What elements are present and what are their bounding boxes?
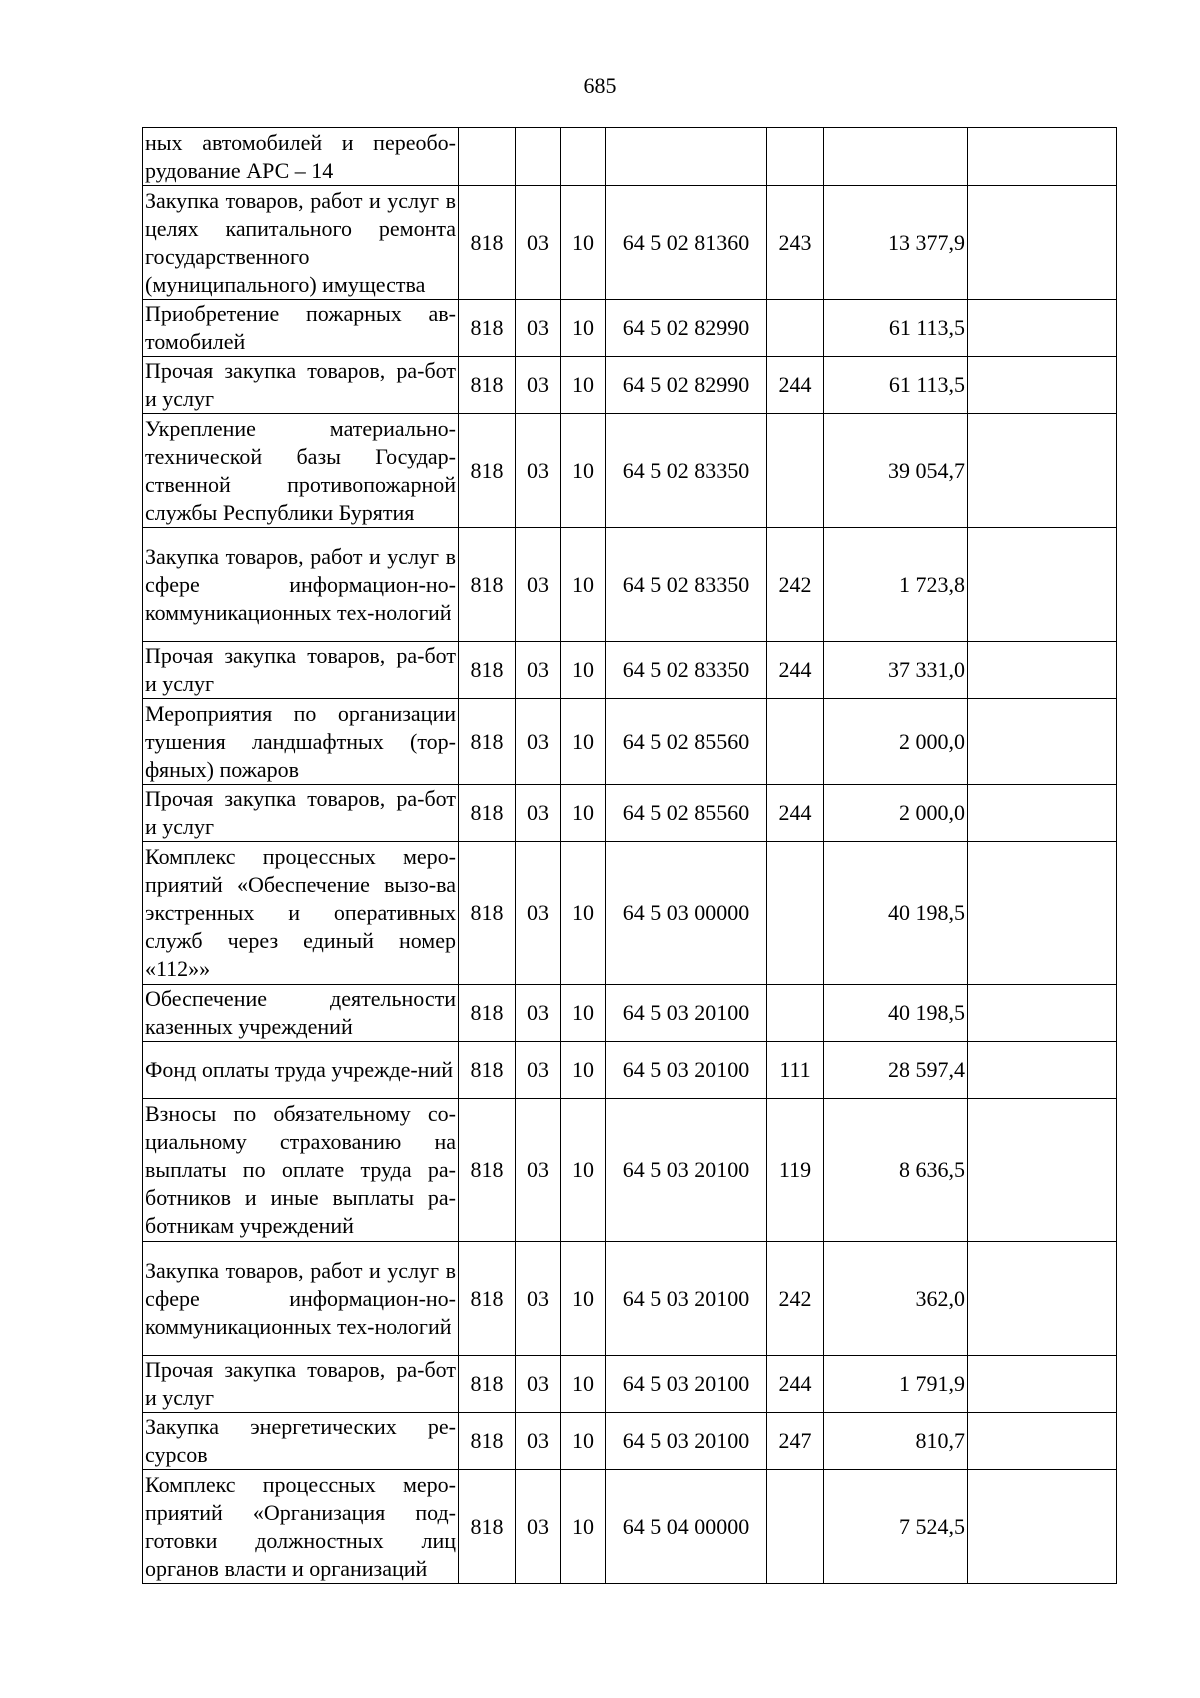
cell-extra	[968, 357, 1117, 414]
cell-name: Закупка товаров, работ и услуг в сфере информацион-но-коммуникационных тех-нологий	[143, 1242, 459, 1356]
cell-amount: 37 331,0	[824, 642, 968, 699]
cell-expense-type: 247	[767, 1413, 824, 1470]
cell-name: Прочая закупка товаров, ра-бот и услуг	[143, 642, 459, 699]
cell-extra	[968, 985, 1117, 1042]
cell-grbs-code: 818	[459, 785, 516, 842]
cell-extra	[968, 699, 1117, 785]
cell-section-code: 03	[516, 842, 561, 985]
cell-grbs-code: 818	[459, 642, 516, 699]
cell-expense-type	[767, 699, 824, 785]
cell-target-article: 64 5 03 20100	[606, 1099, 767, 1242]
cell-amount: 2 000,0	[824, 785, 968, 842]
cell-amount: 28 597,4	[824, 1042, 968, 1099]
cell-name: Прочая закупка товаров, ра-бот и услуг	[143, 1356, 459, 1413]
cell-expense-type	[767, 128, 824, 186]
cell-grbs-code: 818	[459, 414, 516, 528]
cell-section-code: 03	[516, 985, 561, 1042]
table-row	[143, 1470, 1117, 1584]
table-row	[143, 699, 1117, 785]
cell-target-article: 64 5 02 83350	[606, 528, 767, 642]
budget-table	[142, 127, 1117, 1584]
cell-target-article: 64 5 02 83350	[606, 642, 767, 699]
cell-extra	[968, 1099, 1117, 1242]
cell-subsection-code: 10	[561, 1042, 606, 1099]
cell-subsection-code: 10	[561, 985, 606, 1042]
cell-subsection-code	[561, 128, 606, 186]
cell-name: Комплекс процессных меро-приятий «Организация под-готовки должностных лиц органов власти и организаций	[143, 1470, 459, 1584]
table-row	[143, 985, 1117, 1042]
cell-subsection-code: 10	[561, 785, 606, 842]
cell-target-article	[606, 128, 767, 186]
cell-name: Комплекс процессных меро-приятий «Обеспечение вызо-ва экстренных и оперативных служб через единый номер «112»»	[143, 842, 459, 985]
cell-section-code: 03	[516, 1042, 561, 1099]
cell-grbs-code	[459, 128, 516, 186]
cell-grbs-code: 818	[459, 300, 516, 357]
page-number: 685	[583, 73, 617, 98]
cell-expense-type: 243	[767, 186, 824, 300]
table-row	[143, 128, 1117, 186]
table-row	[143, 357, 1117, 414]
cell-amount: 7 524,5	[824, 1470, 968, 1584]
budget-table-body	[143, 128, 1117, 1584]
cell-section-code: 03	[516, 1099, 561, 1242]
cell-grbs-code: 818	[459, 1242, 516, 1356]
cell-extra	[968, 414, 1117, 528]
cell-target-article: 64 5 02 82990	[606, 357, 767, 414]
cell-grbs-code: 818	[459, 186, 516, 300]
cell-subsection-code: 10	[561, 1470, 606, 1584]
cell-expense-type: 244	[767, 357, 824, 414]
cell-expense-type	[767, 1470, 824, 1584]
table-row	[143, 1042, 1117, 1099]
cell-extra	[968, 1470, 1117, 1584]
table-row	[143, 642, 1117, 699]
cell-amount: 810,7	[824, 1413, 968, 1470]
cell-section-code: 03	[516, 699, 561, 785]
cell-amount	[824, 128, 968, 186]
cell-target-article: 64 5 03 20100	[606, 1356, 767, 1413]
cell-expense-type	[767, 414, 824, 528]
cell-section-code: 03	[516, 1413, 561, 1470]
cell-amount: 61 113,5	[824, 357, 968, 414]
cell-amount: 39 054,7	[824, 414, 968, 528]
table-row	[143, 300, 1117, 357]
cell-grbs-code: 818	[459, 1099, 516, 1242]
table-row	[143, 1099, 1117, 1242]
cell-target-article: 64 5 03 20100	[606, 1242, 767, 1356]
cell-subsection-code: 10	[561, 357, 606, 414]
cell-target-article: 64 5 03 20100	[606, 985, 767, 1042]
cell-grbs-code: 818	[459, 1470, 516, 1584]
cell-grbs-code: 818	[459, 1356, 516, 1413]
cell-extra	[968, 1042, 1117, 1099]
cell-subsection-code: 10	[561, 642, 606, 699]
cell-target-article: 64 5 02 83350	[606, 414, 767, 528]
cell-extra	[968, 128, 1117, 186]
cell-name: Прочая закупка товаров, ра-бот и услуг	[143, 785, 459, 842]
cell-extra	[968, 842, 1117, 985]
cell-amount: 362,0	[824, 1242, 968, 1356]
cell-amount: 8 636,5	[824, 1099, 968, 1242]
cell-target-article: 64 5 04 00000	[606, 1470, 767, 1584]
cell-name: Мероприятия по организации тушения ландшафтных (тор-фяных) пожаров	[143, 699, 459, 785]
cell-section-code: 03	[516, 642, 561, 699]
cell-name: Прочая закупка товаров, ра-бот и услуг	[143, 357, 459, 414]
table-row	[143, 1356, 1117, 1413]
cell-amount: 1 723,8	[824, 528, 968, 642]
cell-extra	[968, 785, 1117, 842]
cell-expense-type: 242	[767, 528, 824, 642]
cell-section-code: 03	[516, 1470, 561, 1584]
cell-expense-type	[767, 985, 824, 1042]
cell-expense-type: 244	[767, 1356, 824, 1413]
cell-grbs-code: 818	[459, 357, 516, 414]
cell-section-code	[516, 128, 561, 186]
cell-amount: 2 000,0	[824, 699, 968, 785]
cell-subsection-code: 10	[561, 1099, 606, 1242]
cell-grbs-code: 818	[459, 842, 516, 985]
table-row	[143, 842, 1117, 985]
table-row	[143, 785, 1117, 842]
cell-name: Фонд оплаты труда учрежде-ний	[143, 1042, 459, 1099]
cell-section-code: 03	[516, 528, 561, 642]
table-row	[143, 186, 1117, 300]
cell-extra	[968, 300, 1117, 357]
cell-subsection-code: 10	[561, 1242, 606, 1356]
cell-section-code: 03	[516, 414, 561, 528]
cell-name: Укрепление материально-технической базы Государ-ственной противопожарной службы Республики Бурятия	[143, 414, 459, 528]
cell-extra	[968, 1413, 1117, 1470]
cell-name: Закупка товаров, работ и услуг в целях капитального ремонта государственного (муниципального) имущества	[143, 186, 459, 300]
cell-expense-type: 119	[767, 1099, 824, 1242]
cell-subsection-code: 10	[561, 186, 606, 300]
cell-target-article: 64 5 02 82990	[606, 300, 767, 357]
cell-target-article: 64 5 02 81360	[606, 186, 767, 300]
cell-subsection-code: 10	[561, 528, 606, 642]
cell-section-code: 03	[516, 1356, 561, 1413]
cell-extra	[968, 1356, 1117, 1413]
cell-extra	[968, 186, 1117, 300]
cell-target-article: 64 5 03 20100	[606, 1413, 767, 1470]
cell-grbs-code: 818	[459, 1042, 516, 1099]
cell-name: Взносы по обязательному со-циальному страхованию на выплаты по оплате труда ра-ботников и иные выплаты ра-ботникам учреждений	[143, 1099, 459, 1242]
table-row	[143, 1242, 1117, 1356]
cell-amount: 13 377,9	[824, 186, 968, 300]
cell-target-article: 64 5 03 00000	[606, 842, 767, 985]
cell-grbs-code: 818	[459, 985, 516, 1042]
cell-extra	[968, 642, 1117, 699]
cell-name: ных автомобилей и переобо-рудование АРС – 14	[143, 128, 459, 186]
cell-amount: 61 113,5	[824, 300, 968, 357]
cell-subsection-code: 10	[561, 842, 606, 985]
cell-subsection-code: 10	[561, 699, 606, 785]
cell-section-code: 03	[516, 357, 561, 414]
cell-section-code: 03	[516, 785, 561, 842]
cell-target-article: 64 5 02 85560	[606, 785, 767, 842]
cell-subsection-code: 10	[561, 300, 606, 357]
cell-name: Обеспечение деятельности казенных учреждений	[143, 985, 459, 1042]
cell-extra	[968, 1242, 1117, 1356]
cell-section-code: 03	[516, 1242, 561, 1356]
cell-subsection-code: 10	[561, 414, 606, 528]
cell-grbs-code: 818	[459, 1413, 516, 1470]
table-row	[143, 1413, 1117, 1470]
cell-extra	[968, 528, 1117, 642]
cell-section-code: 03	[516, 300, 561, 357]
cell-expense-type	[767, 842, 824, 985]
table-row	[143, 414, 1117, 528]
cell-section-code: 03	[516, 186, 561, 300]
cell-expense-type: 244	[767, 642, 824, 699]
cell-target-article: 64 5 03 20100	[606, 1042, 767, 1099]
cell-subsection-code: 10	[561, 1356, 606, 1413]
cell-name: Приобретение пожарных ав-томобилей	[143, 300, 459, 357]
cell-expense-type: 111	[767, 1042, 824, 1099]
cell-target-article: 64 5 02 85560	[606, 699, 767, 785]
cell-amount: 40 198,5	[824, 842, 968, 985]
cell-name: Закупка товаров, работ и услуг в сфере информацион-но-коммуникационных тех-нологий	[143, 528, 459, 642]
table-row	[143, 528, 1117, 642]
cell-grbs-code: 818	[459, 528, 516, 642]
cell-amount: 1 791,9	[824, 1356, 968, 1413]
cell-expense-type: 244	[767, 785, 824, 842]
cell-subsection-code: 10	[561, 1413, 606, 1470]
cell-amount: 40 198,5	[824, 985, 968, 1042]
cell-expense-type: 242	[767, 1242, 824, 1356]
cell-expense-type	[767, 300, 824, 357]
cell-grbs-code: 818	[459, 699, 516, 785]
cell-name: Закупка энергетических ре-сурсов	[143, 1413, 459, 1470]
